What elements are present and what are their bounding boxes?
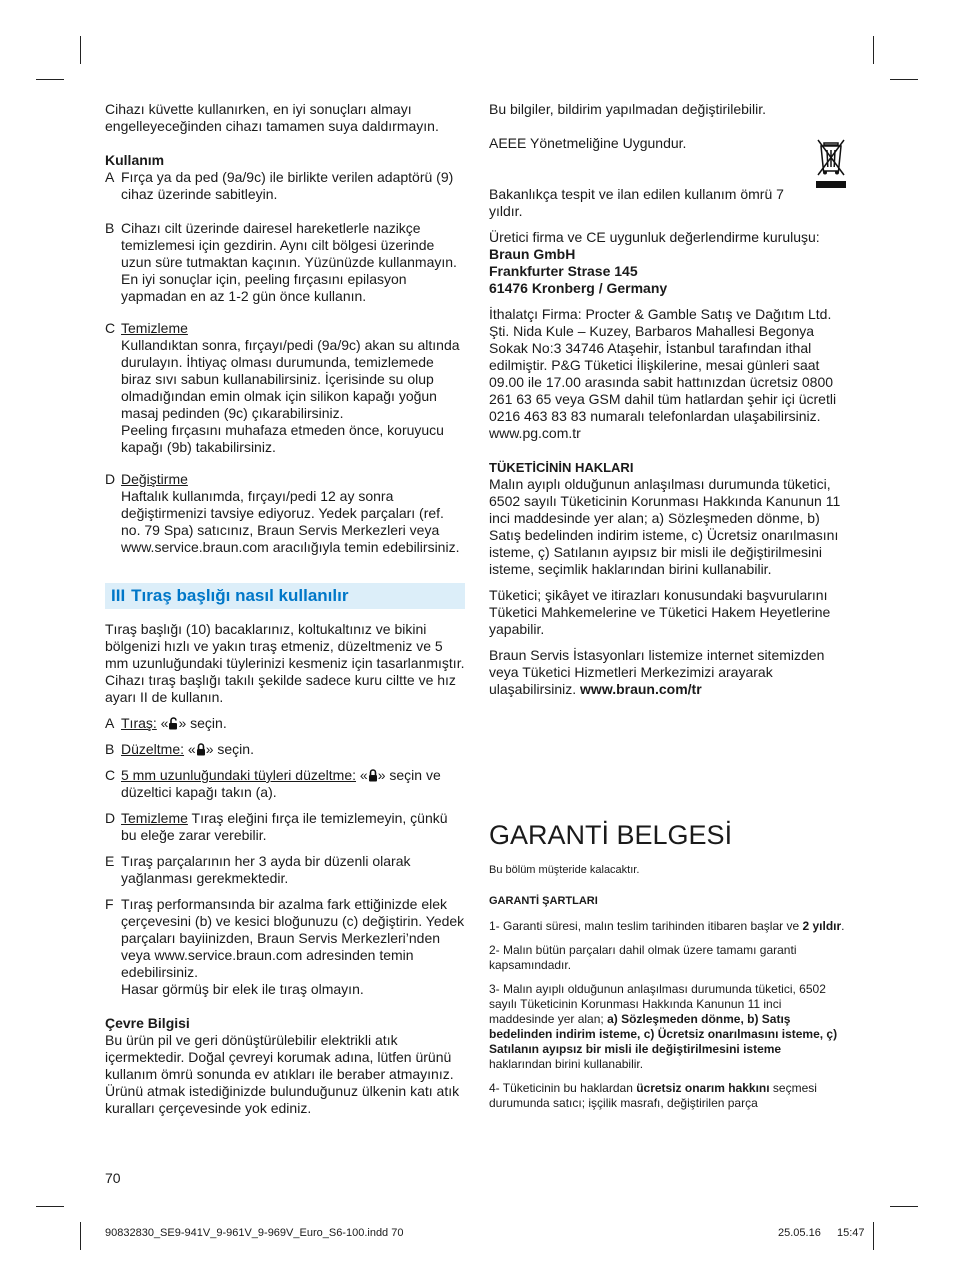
step-text: Fırça ya da ped (9a/9c) ile birlikte verilen adaptörü (9) cihaz üzerinde sabitleyin. (121, 169, 454, 202)
tiras-step-a (105, 715, 465, 732)
quote-open: « (356, 767, 368, 783)
step-a (105, 169, 465, 203)
crop-mark (873, 36, 874, 64)
garanti-item-bold: 2 yıldır (802, 919, 842, 933)
step-c (105, 320, 465, 456)
garanti-item-text: 1- Garanti süresi, malın teslim tarihinden itibaren başlar ve (489, 919, 803, 933)
garanti-item-3 (489, 982, 847, 1072)
garanti-item-1 (489, 919, 847, 934)
garanti-item-bold: a) Sözleşmeden dönme, b) Satış bedelinden indirim isteme, c) Ücretsiz onarılmasını isteme, ç) Satılanın ayıpsız bir misli ile değiştirilmesini isteme (489, 1012, 838, 1056)
closed-lock-icon (196, 743, 206, 756)
importer-text: İthalatçı Firma: Procter & Gamble Satış ve Dağıtım Ltd. Şti. Nida Kule – Kuzey, Barbaros Mahallesi Begonya Sokak No:3 34746 Ataşehir, İstanbul tarafından ithal edilmiştir. P&G Tüketici İlişkilerine, mesai günleri saat 09.00 ile 17.00 arasında sabit hattınızdan ücretsiz 0800 261 63 65 veya GSM dahil tüm hatlardan şehir içi ücretli 0216 463 83 83 numaralı telefonlardan ulaşabilirsiniz. www.pg.com.tr (489, 306, 837, 441)
step-text: Kullandıktan sonra, fırçayı/pedi (9a/9c) akan su altında durulayın. İhtiyaç olması durumunda, temizlemede biraz sıvı sabun kullanabilirsiniz. İçerisinde su olup olmadığından emin olmak için silikon kapağı yoğun masaj pedinden (9c) çıkarabilirsiniz. (121, 337, 460, 421)
garanti-conditions-heading: GARANTİ ŞARTLARI (489, 895, 598, 907)
section-heading-iii (105, 583, 465, 609)
complaints-text: Tüketici; şikâyet ve itirazları konusundaki başvurularını Tüketici Mahkemelerine ve Tüketici Hakem Heyetlerine yapabilir. (489, 587, 831, 637)
rights-text: Malın ayıplı olduğunun anlaşılması durumunda tüketici, 6502 sayılı Tüketicinin Korunması Hakkında Kanunun 11 inci maddesinde yer alan; a) Sözleşmeden dönme, b) Satış bedelinden indirim isteme, c) Ücretsiz onarılmasını isteme, ç) Satılanın ayıpsız bir misli ile değiştirilmesini isteme, seçimlik haklarından birini kullanabilir. (489, 476, 841, 577)
step-text: Cihazı cilt üzerinde dairesel hareketlerle nazikçe temizlemesi için gezdirin. Aynı cilt bölgesi üzerinde uzun süre tutmaktan kaçının. Yüzünüzde kullanmayın. En iyi sonuçlar için, peeling fırçasını epilasyon yapmadan en az 1-2 gün önce kullanın. (121, 220, 457, 304)
lifetime-text: Bakanlıkça tespit ve ilan edilen kullanım ömrü 7 yıldır. (489, 186, 784, 219)
tiras-step-e (105, 853, 465, 887)
step-title: Temizleme (121, 810, 188, 826)
step-letter: E (105, 853, 115, 869)
right-column (489, 101, 847, 1111)
step-title: Değiştirme (121, 471, 188, 487)
step-text: Tıraş performansında bir azalma fark ettiğinizde elek çerçevesini (b) ve kesici bloğunuzu (c) değiştirin. Yedek parçaları bayiinizden, Braun Servis Merkezleri’nden veya www.service.braun.com adresinden temin edebilirsiniz. (121, 896, 465, 980)
open-lock-icon (168, 717, 178, 730)
step-letter: B (105, 741, 115, 757)
rights-heading: TÜKETİCİNİN HAKLARI (489, 460, 634, 475)
step-letter: B (105, 220, 115, 236)
step-text: Haftalık kullanımda, fırçayı/pedi 12 ay sonra değiştirmenizi tavsiye ediyoruz. Yedek parçaları (ref. no. 79 Spa) satıcınız, Braun Servis Merkezleri veya www.service.braun.com aracılığıyla temin edebilirsiniz. (121, 488, 460, 555)
garanti-item-text: 3- Malın ayıplı olduğunun anlaşılması durumunda tüketici, 6502 sayılı Tüketicinin Korunması Hakkında Kanunun 11 inci maddesinde yer alan; (489, 982, 826, 1026)
crop-mark (890, 79, 918, 80)
step-letter: C (105, 320, 116, 336)
step-letter: C (105, 767, 116, 783)
garanti-item-text: . (841, 919, 845, 933)
step-d (105, 471, 465, 556)
step-letter: D (105, 471, 116, 487)
left-column (105, 101, 465, 1117)
garanti-item-text: 4- Tüketicinin bu haklardan (489, 1081, 637, 1095)
tiras-step-f (105, 896, 465, 998)
step-text: » seçin. (205, 741, 254, 757)
quote-open: « (156, 715, 169, 731)
service-link[interactable]: www.braun.com/tr (580, 681, 702, 697)
manufacturer-city: 61476 Kronberg / Germany (489, 280, 668, 296)
section-title: Tıraş başlığı nasıl kullanılır (131, 586, 349, 605)
garanti-item-text: seçmesi durumunda satıcı; işçilik masrafı, değiştirilen parça (489, 1081, 817, 1110)
step-letter: A (105, 169, 115, 185)
aeee-text: AEEE Yönetmeliğine Uygundur. (489, 135, 687, 151)
tiras-intro: Tıraş başlığı (10) bacaklarınız, koltukaltınız ve bikini bölgenizi hızlı ve yakın tıraş etmeniz, düzeltmeniz ve 5 mm uzunluğundaki tüylerinizi kesmeniz için tasarlanmıştır. Cihazı tıraş başlığı takılı şekilde sadece kuru ciltte ve hız ayarı II de kullanın. (105, 621, 465, 705)
tiras-step-c (105, 767, 465, 801)
kullanim-heading: Kullanım (105, 152, 165, 168)
step-letter: A (105, 715, 115, 731)
cevre-text: Bu ürün pil ve geri dönüştürülebilir elektrikli atık içermektedir. Doğal çevreyi korumak adına, lütfen ürünü kullanım ömrü sonunda ev atıkları ile beraber atmayınız. Ürünü atmak istediğinizde bulunduğunuz ülkenin katı atık kuralları çerçevesinde yok ediniz. (105, 1032, 460, 1116)
step-b (105, 220, 465, 305)
service-text: Braun Servis İstasyonları listemize internet sitemizden veya Tüketici Hizmetleri Merkezimizi arayarak ulaşabilirsiniz. (489, 647, 825, 697)
crop-mark (36, 1206, 64, 1207)
manufacturer-intro: Üretici firma ve CE uygunluk değerlendirme kuruluşu: (489, 229, 820, 245)
tiras-step-b (105, 741, 465, 758)
garanti-note: Bu bölüm müşteride kalacaktır. (489, 864, 640, 876)
garanti-title: GARANTİ BELGESİ (489, 820, 733, 850)
crop-mark (36, 79, 64, 80)
intro-paragraph: Cihazı küvette kullanırken, en iyi sonuçları almayı engelleyeceğinden cihazı tamamen suya daldırmayın. (105, 101, 439, 134)
file-date: 25.05.16 (778, 1227, 821, 1239)
step-title: Düzeltme: (121, 741, 185, 757)
crop-mark (890, 1206, 918, 1207)
step-letter: D (105, 810, 116, 826)
page-number: 70 (105, 1170, 121, 1186)
crop-mark (80, 1222, 81, 1250)
tiras-step-d (105, 810, 465, 844)
step-title: 5 mm uzunluğundaki tüyleri düzeltme: (121, 767, 357, 783)
step-text: Peeling fırçasını muhafaza etmeden önce, koruyucu kapağı (9b) takabilirsiniz. (121, 422, 444, 455)
step-text: Tıraş eleğini fırça ile temizlemeyin, çünkü bu eleğe zarar verebilir. (121, 810, 448, 843)
file-info: 90832830_SE9-941V_9-961V_9-969V_Euro_S6-100.indd 70 (105, 1227, 404, 1239)
step-text: Hasar görmüş bir elek ile tıraş olmayın. (121, 981, 364, 997)
step-text: Tıraş parçalarının her 3 ayda bir düzenli olarak yağlanması gerekmektedir. (121, 853, 411, 886)
crop-mark (873, 1222, 874, 1250)
step-text: » seçin. (178, 715, 227, 731)
file-time: 15:47 (837, 1227, 865, 1239)
manufacturer-name: Braun GmbH (489, 246, 576, 262)
notice-text: Bu bilgiler, bildirim yapılmadan değiştirilebilir. (489, 101, 767, 117)
garanti-item-text: haklarından birini kullanabilir. (489, 1057, 644, 1071)
closed-lock-icon (368, 769, 378, 782)
garanti-item-bold: ücretsiz onarım hakkını (636, 1081, 770, 1095)
crop-mark (80, 36, 81, 64)
quote-open: « (184, 741, 196, 757)
manufacturer-street: Frankfurter Strase 145 (489, 263, 638, 279)
cevre-heading: Çevre Bilgisi (105, 1015, 190, 1031)
crossed-out-wheelie-bin-icon (815, 137, 847, 191)
step-text: » seçin ve düzeltici kapağı takın (a). (121, 767, 441, 800)
step-letter: F (105, 896, 114, 912)
step-title: Temizleme (121, 320, 188, 336)
garanti-item-4 (489, 1081, 847, 1111)
section-number: III (111, 586, 126, 605)
garanti-item-2: 2- Malın bütün parçaları dahil olmak üzere tamamı garanti kapsamındadır. (489, 943, 797, 972)
step-title: Tıraş: (121, 715, 157, 731)
